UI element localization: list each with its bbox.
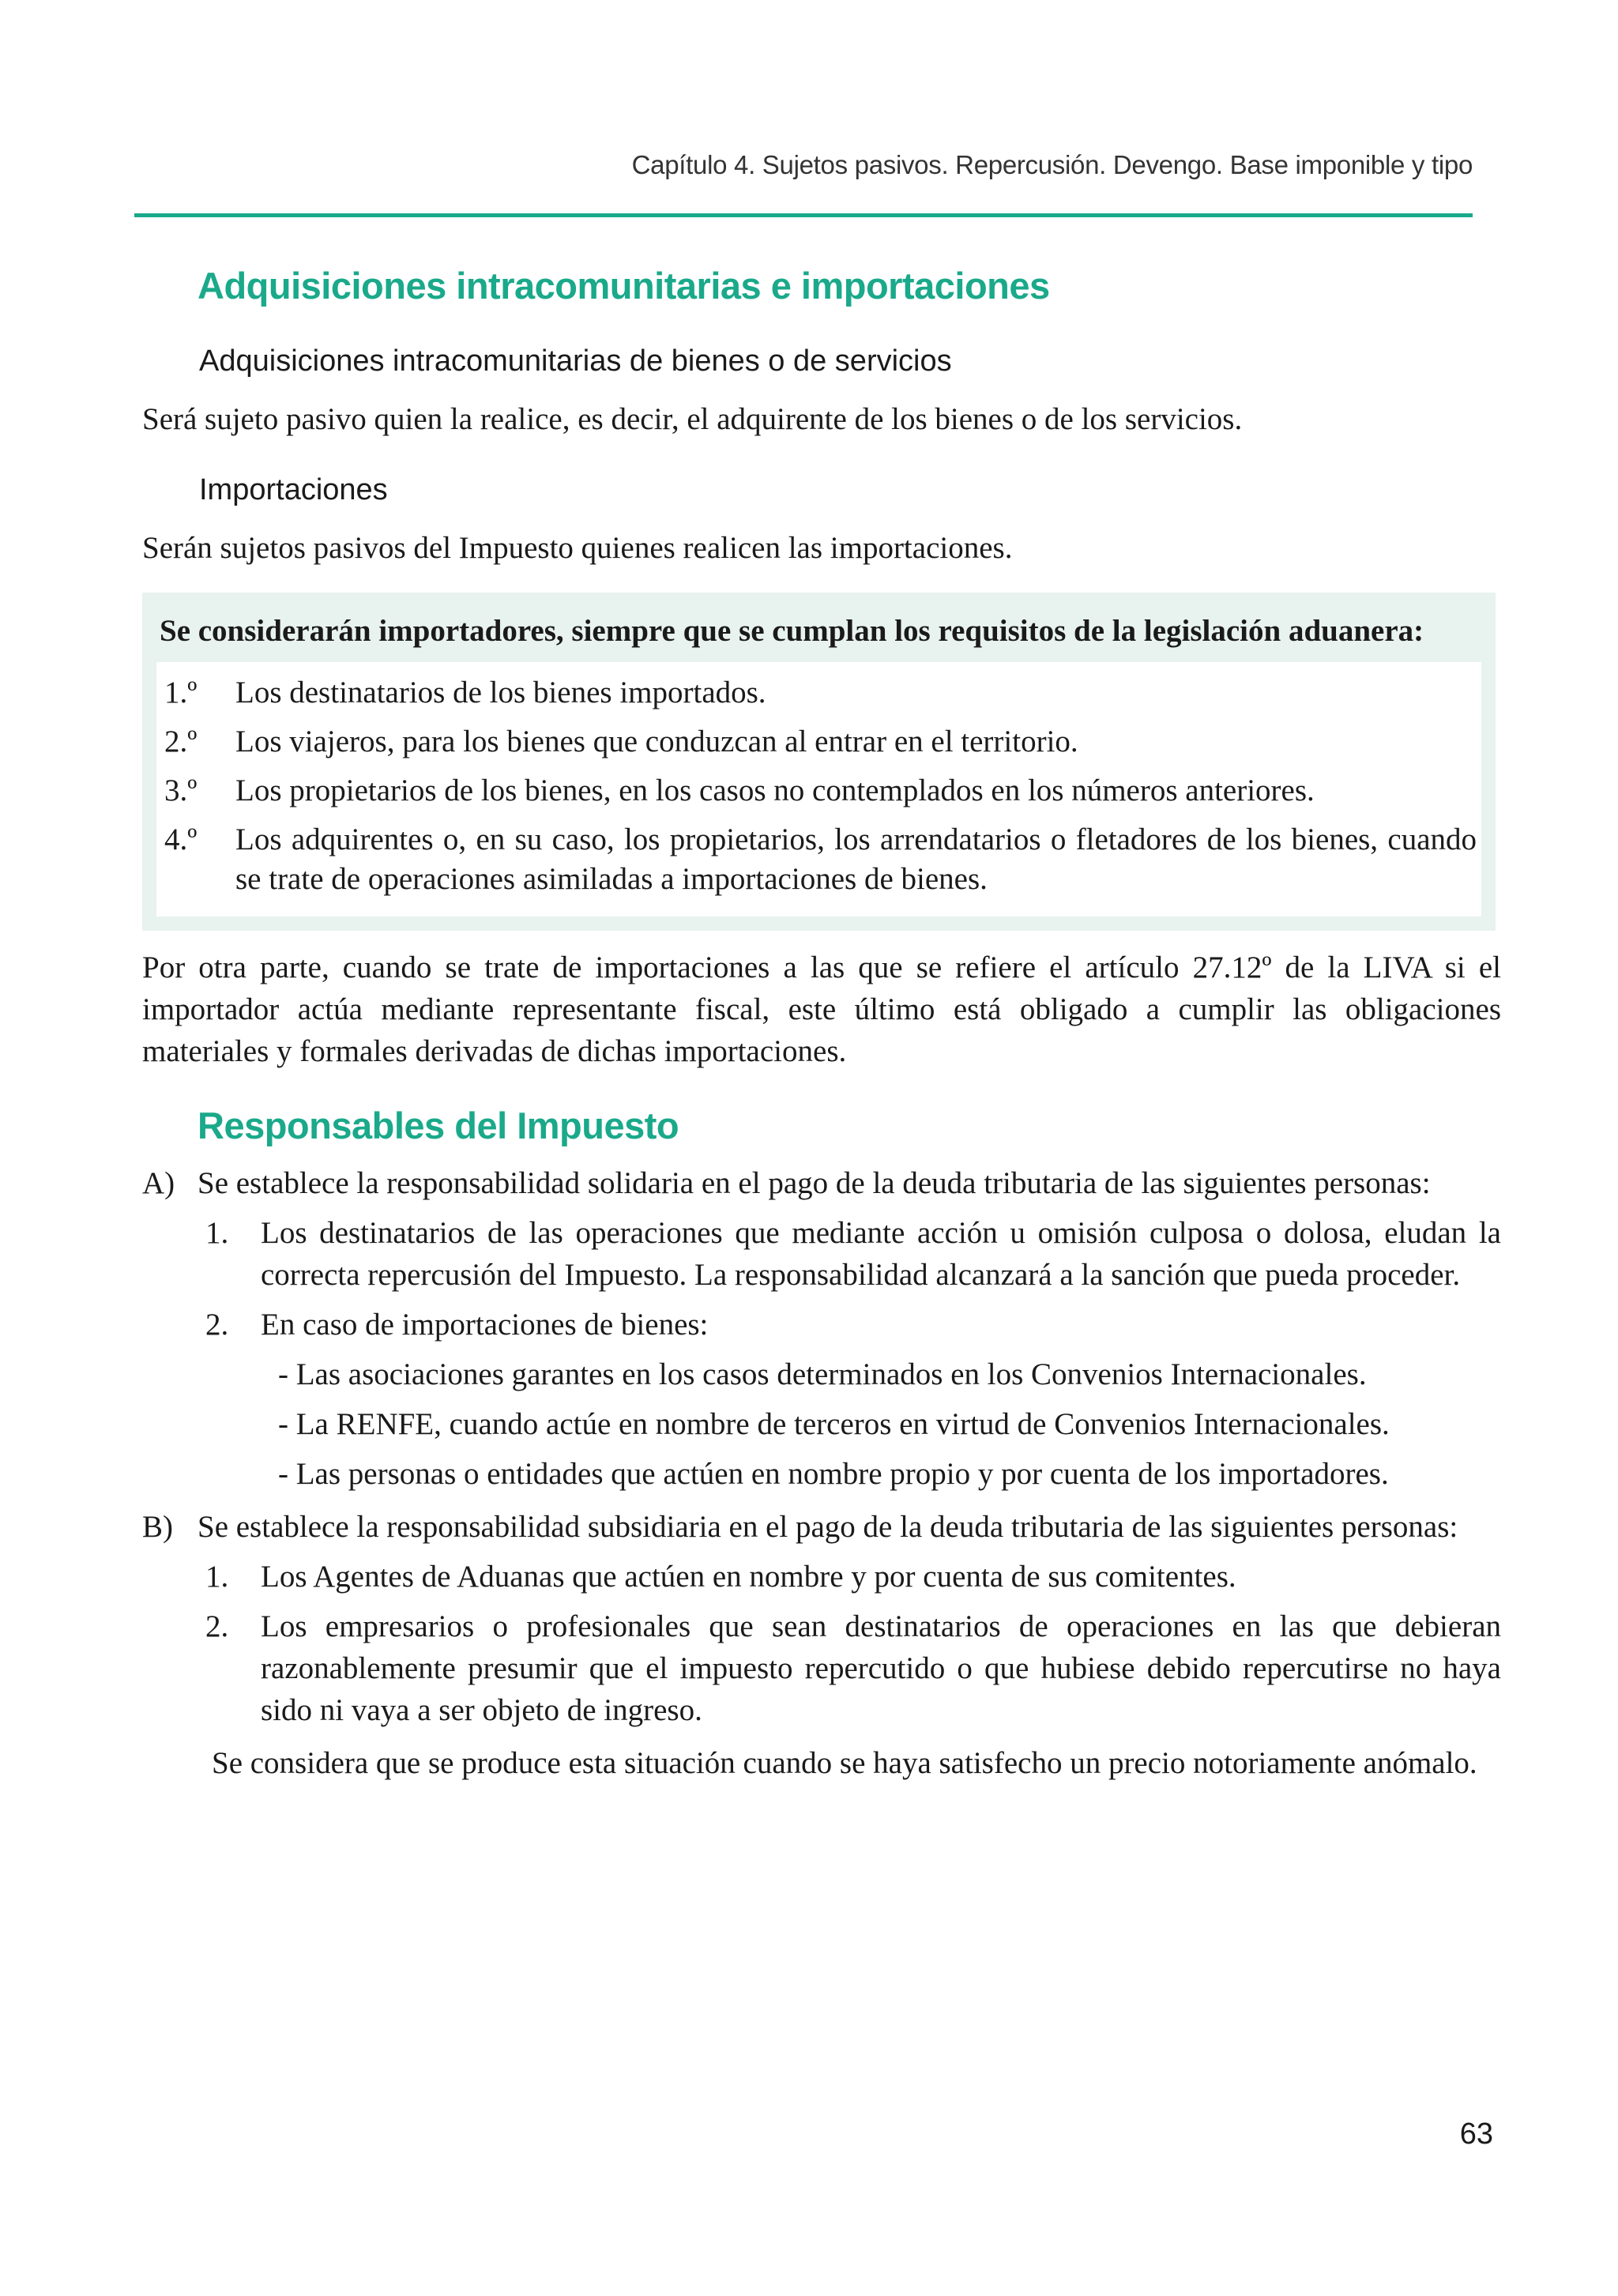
section-a-label: A) <box>142 1166 175 1200</box>
importadores-box <box>142 593 1496 931</box>
list-item-number: 1. <box>205 1216 229 1250</box>
paragraph-intracomunitarias: Será sujeto pasivo quien la realice, es decir, el adquirente de los bienes o de los servicios. <box>142 402 1243 436</box>
section-b-text: Se establece la responsabilidad subsidiaria en el pago de la deuda tributaria de las siguientes personas: <box>198 1510 1458 1544</box>
list-item-text: Los empresarios o profesionales que sean destinatarios de operaciones en las que debieran razonablemente presumir que el impuesto repercutido o que hubiese debido repercutirse no haya sido ni vaya a ser objeto de ingreso. <box>261 1609 1501 1727</box>
section-b-note: Se considera que se produce esta situación cuando se haya satisfecho un precio notoriamente anómalo. <box>212 1746 1477 1780</box>
section-title-adquisiciones: Adquisiciones intracomunitarias e importaciones <box>198 265 1050 307</box>
list-item-number: 2. <box>205 1609 229 1643</box>
list-item-text: Los adquirentes o, en su caso, los propietarios, los arrendatarios o fletadores de los bienes, cuando se trate de operaciones asimiladas a importaciones de bienes. <box>235 822 1477 896</box>
list-item <box>205 1212 1501 1296</box>
list-item <box>205 1556 1501 1598</box>
section-title-responsables: Responsables del Impuesto <box>198 1105 679 1146</box>
list-item-text: Los propietarios de los bienes, en los casos no contemplados en los números anteriores. <box>235 773 1315 807</box>
section-a <box>142 1162 1501 1204</box>
header-rule <box>134 213 1473 217</box>
dash-item: - Las asociaciones garantes en los casos determinados en los Convenios Internacionales. <box>278 1357 1367 1391</box>
list-item <box>164 820 1477 899</box>
list-item <box>205 1304 1501 1346</box>
page-number: 63 <box>1459 2117 1493 2151</box>
list-item-text: Los destinatarios de las operaciones que mediante acción u omisión culposa o dolosa, eludan la correcta repercusión del Impuesto. La responsabilidad alcanzará a la sanción que pueda proceder. <box>261 1216 1501 1292</box>
dash-item: - La RENFE, cuando actúe en nombre de terceros en virtud de Convenios Internacionales. <box>278 1407 1390 1441</box>
list-item-text: En caso de importaciones de bienes: <box>261 1308 709 1342</box>
list-item-number: 1. <box>205 1560 229 1594</box>
box-list <box>156 662 1481 917</box>
list-item <box>164 722 1477 762</box>
list-item-number: 1.º <box>164 676 198 710</box>
subsection-title-importaciones: Importaciones <box>199 473 388 506</box>
list-item-number: 2. <box>205 1308 229 1342</box>
section-b-label: B) <box>142 1510 173 1544</box>
list-item-number: 4.º <box>164 822 198 856</box>
dash-item: - Las personas o entidades que actúen en nombre propio y por cuenta de los importadores. <box>278 1457 1389 1491</box>
list-item <box>205 1605 1501 1731</box>
list-item-number: 3.º <box>164 773 198 807</box>
list-item-number: 2.º <box>164 725 198 758</box>
section-b <box>142 1506 1501 1548</box>
box-intro: Se considerarán importadores, siempre que se cumplan los requisitos de la legislación aduanera: <box>160 614 1424 648</box>
running-header: Capítulo 4. Sujetos pasivos. Repercusión. Devengo. Base imponible y tipo <box>631 150 1473 179</box>
paragraph-representante-fiscal: Por otra parte, cuando se trate de importaciones a las que se refiere el artículo 27.12º de la LIVA si el importador actúa mediante representante fiscal, este último está obligado a cumplir las obligaciones materiales y formales derivadas de dichas importaciones. <box>142 950 1501 1068</box>
list-item <box>164 771 1477 811</box>
list-item <box>164 673 1477 713</box>
page-body <box>142 245 1501 1784</box>
paragraph-importaciones: Serán sujetos pasivos del Impuesto quienes realicen las importaciones. <box>142 531 1013 565</box>
subsection-title-intracomunitarias: Adquisiciones intracomunitarias de bienes o de servicios <box>199 344 952 378</box>
section-a-text: Se establece la responsabilidad solidaria en el pago de la deuda tributaria de las siguientes personas: <box>198 1166 1431 1200</box>
list-item-text: Los viajeros, para los bienes que conduzcan al entrar en el territorio. <box>235 725 1078 758</box>
list-item-text: Los Agentes de Aduanas que actúen en nombre y por cuenta de sus comitentes. <box>261 1560 1236 1594</box>
list-item-text: Los destinatarios de los bienes importados. <box>235 676 766 710</box>
